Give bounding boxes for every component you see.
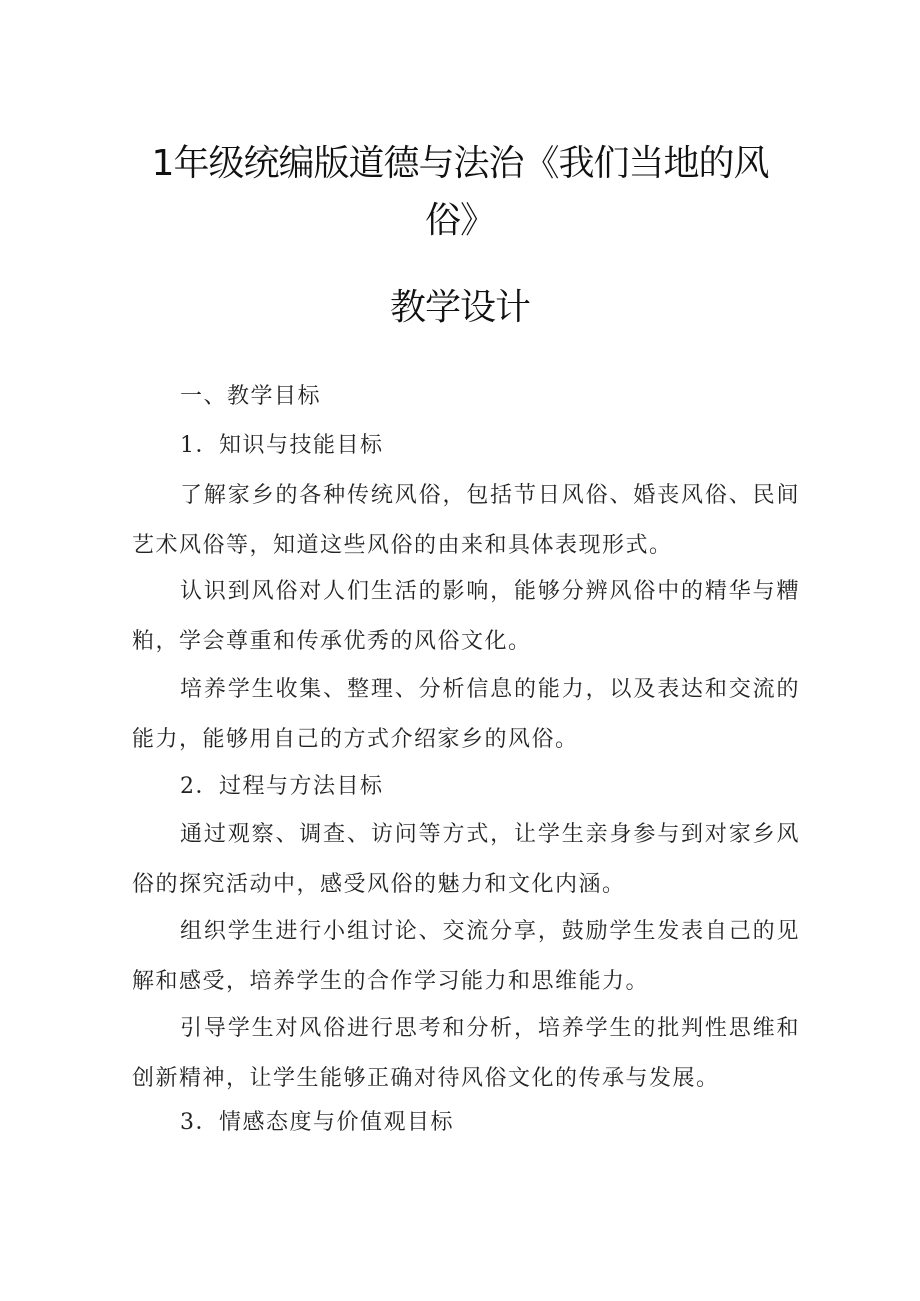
paragraph-knowledge-1: 了解家乡的各种传统风俗，包括节日风俗、婚丧风俗、民间艺术风俗等，知道这些风俗的由来和具体表现形式。 — [132, 483, 800, 558]
paragraph-knowledge-3: 培养学生收集、整理、分析信息的能力，以及表达和交流的能力，能够用自己的方式介绍家乡的风俗。 — [132, 677, 800, 752]
section-heading-teaching-goals: 一、教学目标 — [180, 384, 322, 409]
document-title-line-1: 1年级统编版道德与法治《我们当地的风 — [151, 143, 769, 184]
paragraph-process-1: 通过观察、调查、访问等方式，让学生亲身参与到对家乡风俗的探究活动中，感受风俗的魅力和文化内涵。 — [132, 822, 800, 897]
document-title-line-2: 俗》 — [424, 200, 495, 241]
paragraph-process-3: 引导学生对风俗进行思考和分析，培养学生的批判性思维和创新精神，让学生能够正确对待风俗文化的传承与发展。 — [132, 1016, 800, 1091]
subheading-process-methods: 2．过程与方法目标 — [180, 774, 384, 799]
document-subtitle: 教学设计 — [389, 287, 530, 328]
paragraph-process-2: 组织学生进行小组讨论、交流分享，鼓励学生发表自己的见解和感受，培养学生的合作学习能力和思维能力。 — [132, 919, 800, 994]
subheading-knowledge-skills: 1．知识与技能目标 — [180, 433, 384, 458]
paragraph-knowledge-2: 认识到风俗对人们生活的影响，能够分辨风俗中的精华与糟粕，学会尊重和传承优秀的风俗文化。 — [132, 579, 800, 654]
subheading-emotion-values: 3．情感态度与价值观目标 — [180, 1110, 454, 1135]
